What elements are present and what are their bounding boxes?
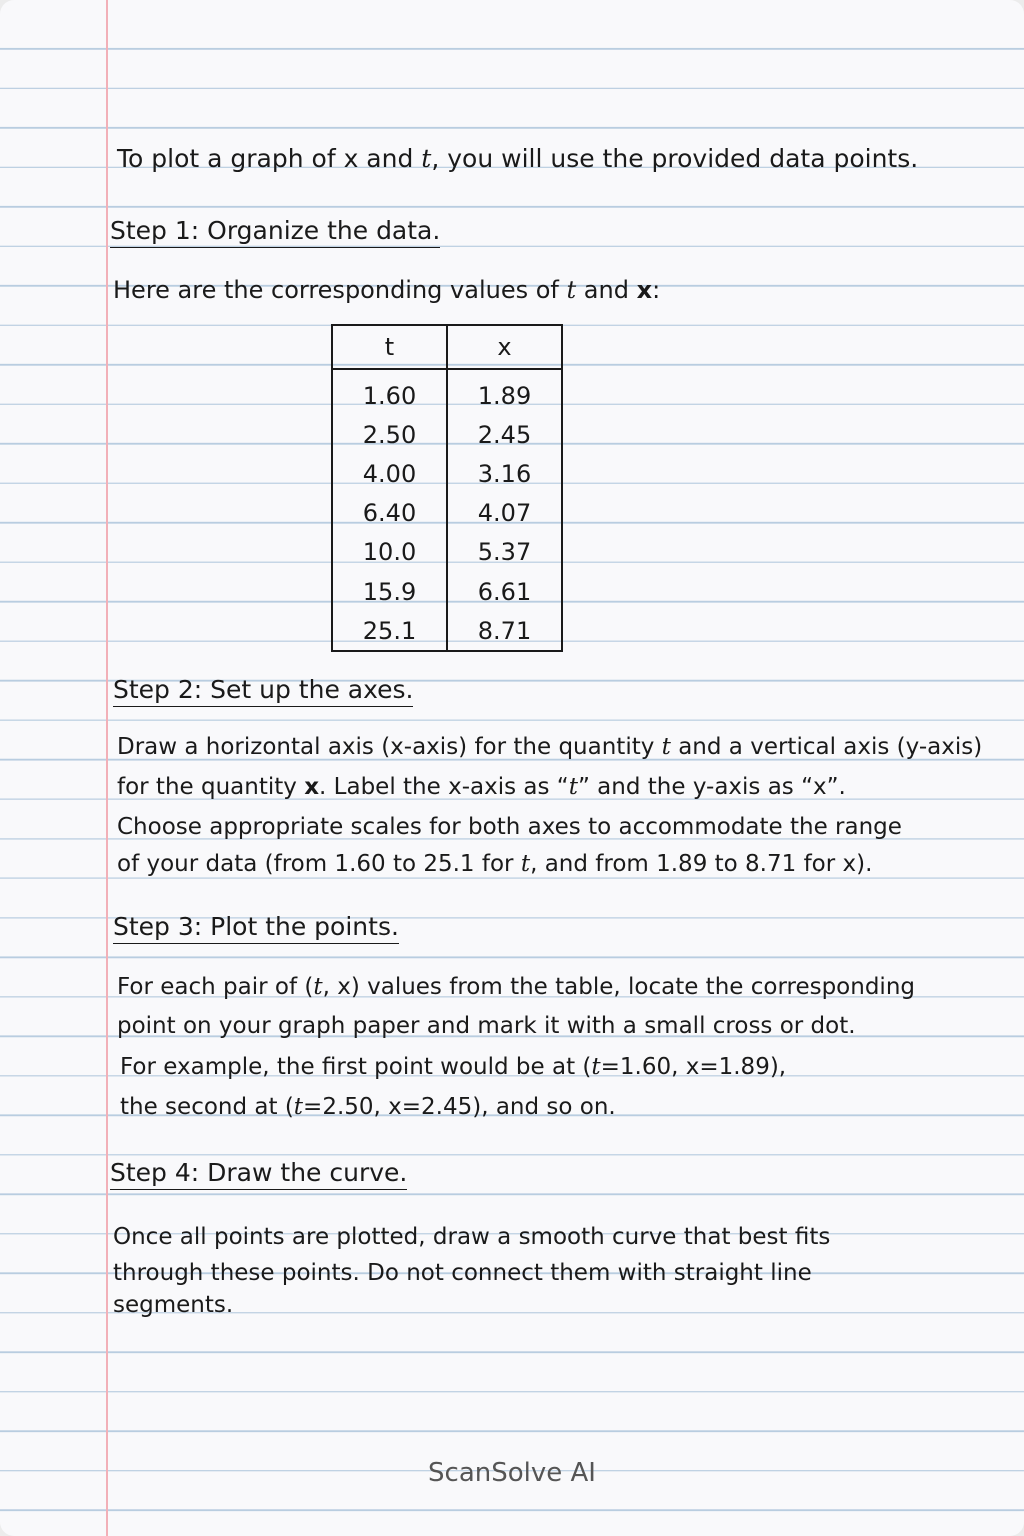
step2-l4b: , and from 1.89 to 8.71 for x). [530, 851, 873, 877]
step3-line-2: point on your graph paper and mark it with a small cross or dot. [117, 1013, 856, 1039]
table-row [332, 454, 562, 493]
step3-l4b: =2.50, x=2.45), and so on. [303, 1094, 616, 1120]
table-cell: 25.1 [332, 611, 447, 651]
step2-l4a: of your data (from 1.60 to 25.1 for [117, 851, 521, 877]
step3-l1b: , x) values from the table, locate the corresponding [322, 974, 916, 1000]
table-cell: 1.89 [477, 381, 532, 410]
table-cell: 2.45 [477, 420, 532, 449]
step2-l1a: Draw a horizontal axis (x-axis) for the quantity [117, 734, 662, 760]
step3-l3a: For example, the first point would be at ( [120, 1054, 592, 1080]
intro-text: To plot a graph of x and [117, 144, 422, 173]
step2-line-3: Choose appropriate scales for both axes to accommodate the range [117, 814, 902, 840]
table-cell: 2.50 [332, 415, 447, 454]
step4-line-2: through these points. Do not connect them with straight line [113, 1260, 812, 1286]
step3-l4t: t [293, 1094, 304, 1120]
step3-l3t: t [591, 1054, 601, 1080]
table-cell: 6.40 [332, 494, 447, 533]
step2-l2b: . Label the x-axis as “ [319, 774, 569, 800]
table-cell: 8.71 [477, 616, 532, 645]
step2-l2a: for the quantity [117, 774, 305, 800]
table-row [332, 494, 562, 533]
table-row [332, 572, 562, 611]
data-table [331, 324, 563, 652]
table-cell: 1.60 [332, 369, 447, 415]
step2-l2c: ” and the y-axis as “x”. [577, 774, 846, 800]
step1-heading: Step 1: Organize the data. [110, 218, 440, 248]
step3-line-4 [120, 1096, 616, 1119]
step2-l2t: t [568, 774, 578, 800]
table-cell: 5.37 [477, 538, 532, 567]
table-cell: 4.07 [477, 499, 532, 528]
table-header-row [332, 325, 562, 369]
step2-heading: Step 2: Set up the axes. [113, 677, 413, 707]
step4-heading: Step 4: Draw the curve. [110, 1160, 407, 1190]
intro-t: t [421, 144, 432, 173]
step1-x: x [636, 276, 653, 304]
intro-line [117, 146, 918, 171]
step4-line-1: Once all points are plotted, draw a smooth curve that best fits [113, 1224, 831, 1250]
table-header-t: t [332, 325, 447, 369]
table-cell: 6.61 [477, 577, 532, 606]
table-row [332, 611, 562, 651]
step2-l1b: and a vertical axis (y-axis) [670, 734, 983, 760]
table-cell: 4.00 [332, 454, 447, 493]
step1-colon: : [652, 276, 661, 304]
step3-l3b: =1.60, x=1.89), [600, 1054, 787, 1080]
step3-l4a: the second at ( [120, 1094, 294, 1120]
step1-text [113, 278, 660, 302]
step3-l1a: For each pair of ( [117, 974, 314, 1000]
step2-l2x: x [304, 774, 320, 800]
step2-line-4 [117, 853, 872, 876]
table-header-x: x [447, 325, 562, 369]
step2-line-1 [117, 736, 982, 759]
step2-line-2 [117, 776, 846, 799]
step3-l1t: t [313, 974, 323, 1000]
table-cell: 10.0 [332, 533, 447, 572]
table-row [332, 369, 562, 415]
table-cell: 3.16 [477, 459, 532, 488]
step1-t: t [566, 276, 577, 304]
step4-line-3: segments. [113, 1292, 234, 1318]
intro-text-end: , you will use the provided data points. [431, 144, 919, 173]
step2-l1t: t [661, 734, 671, 760]
table-row [332, 533, 562, 572]
step3-line-1 [117, 976, 915, 999]
step2-l4t: t [520, 851, 531, 877]
step3-line-3 [120, 1056, 786, 1079]
footer-brand: ScanSolve AI [428, 1458, 596, 1488]
margin-line [106, 0, 108, 1536]
step3-heading: Step 3: Plot the points. [113, 914, 399, 944]
step1-and: and [576, 276, 637, 304]
step1-text-a: Here are the corresponding values of [113, 276, 567, 304]
table-cell: 15.9 [332, 572, 447, 611]
table-row [332, 415, 562, 454]
